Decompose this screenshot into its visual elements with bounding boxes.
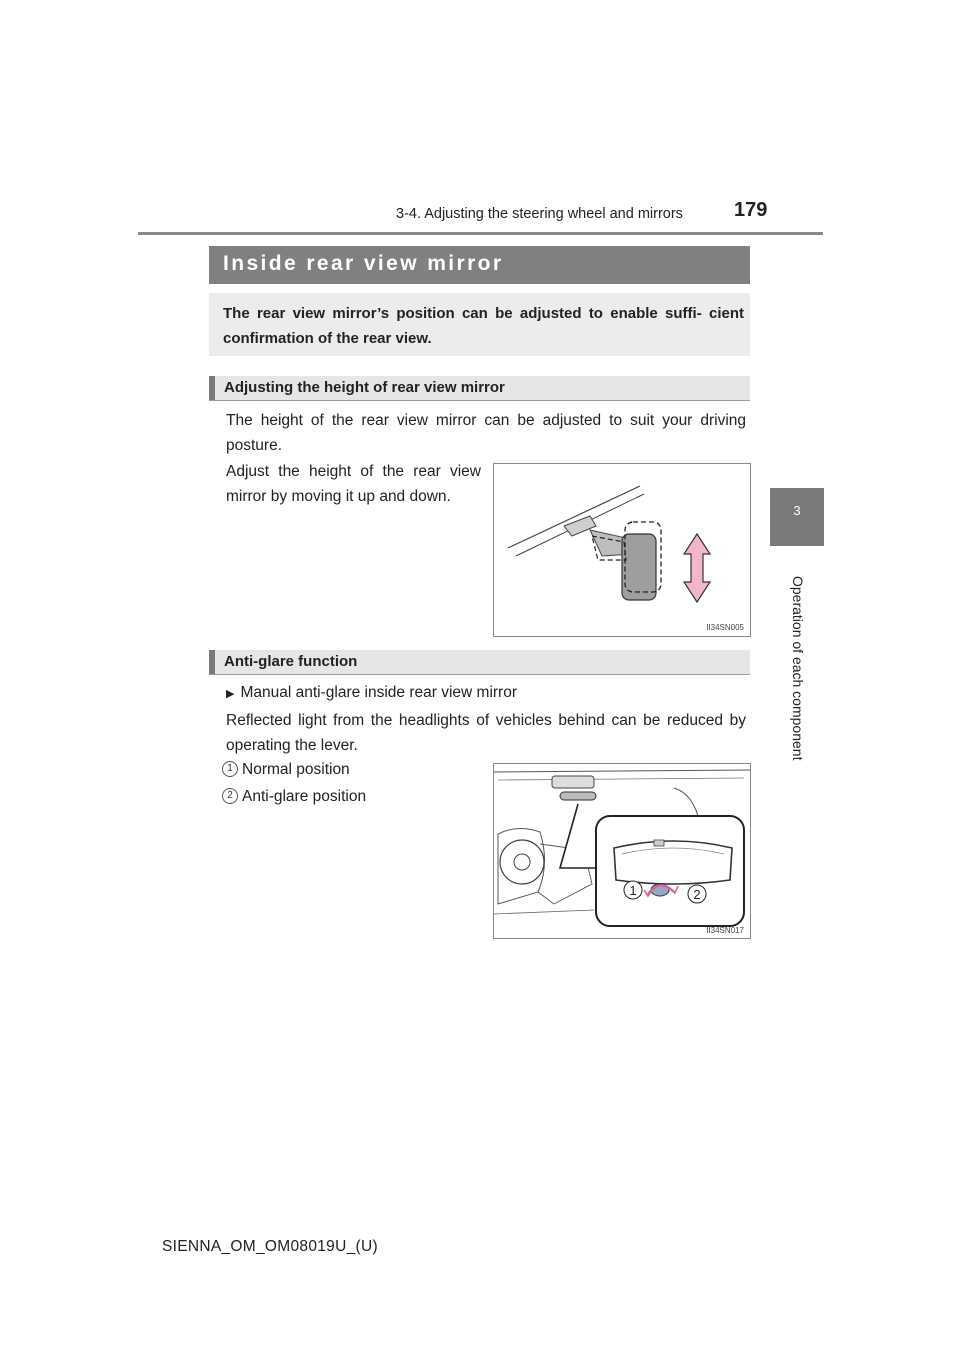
subheading-anti-glare (209, 650, 750, 675)
anti-glare-bullet (226, 680, 746, 707)
chapter-label: Operation of each component (790, 576, 806, 761)
mirror-height-illustration (494, 464, 750, 636)
figure-code: II34SN017 (706, 926, 744, 935)
vehicle-interior-illustration (494, 764, 750, 938)
callout-2: 2 (693, 887, 701, 902)
header-rule (138, 232, 823, 235)
subheading-accent (209, 650, 215, 674)
item-number-badge: 1 (222, 761, 238, 777)
subheading-label: Adjusting the height of rear view mirror (224, 379, 505, 396)
height-instruction: Adjust the height of the rear view mirror by moving it up and down. (226, 463, 481, 505)
footer-document-code: SIENNA_OM_OM08019U_(U) (162, 1238, 378, 1255)
item-number-badge: 2 (222, 788, 238, 804)
page-number: 179 (734, 199, 768, 221)
intro-text: The rear view mirror’s position can be adjusted to enable suffi- cient confirmation of the rear view. (223, 305, 744, 347)
anti-glare-figure (493, 763, 751, 939)
subheading-height-adjust (209, 376, 750, 401)
section-title: Inside rear view mirror (223, 252, 504, 275)
height-paragraph: The height of the rear view mirror can be adjusted to suit your driving posture. (226, 412, 746, 454)
subheading-label: Anti-glare function (224, 653, 358, 670)
item-label-normal: Normal position (242, 761, 350, 778)
anti-glare-paragraph: Reflected light from the headlights of vehicles behind can be reduced by operating the lever. (226, 712, 746, 754)
running-header: 3-4. Adjusting the steering wheel and mirrors (396, 206, 683, 222)
chapter-tab: 3 (770, 488, 824, 546)
bullet-text: Manual anti-glare inside rear view mirror (240, 684, 517, 701)
figure-code: II34SN005 (706, 623, 744, 632)
mirror-height-figure (493, 463, 751, 637)
callout-1: 1 (629, 883, 637, 898)
item-label-anti-glare: Anti-glare position (242, 788, 367, 805)
subheading-accent (209, 376, 215, 400)
triangle-bullet-icon: ▶ (226, 688, 235, 700)
